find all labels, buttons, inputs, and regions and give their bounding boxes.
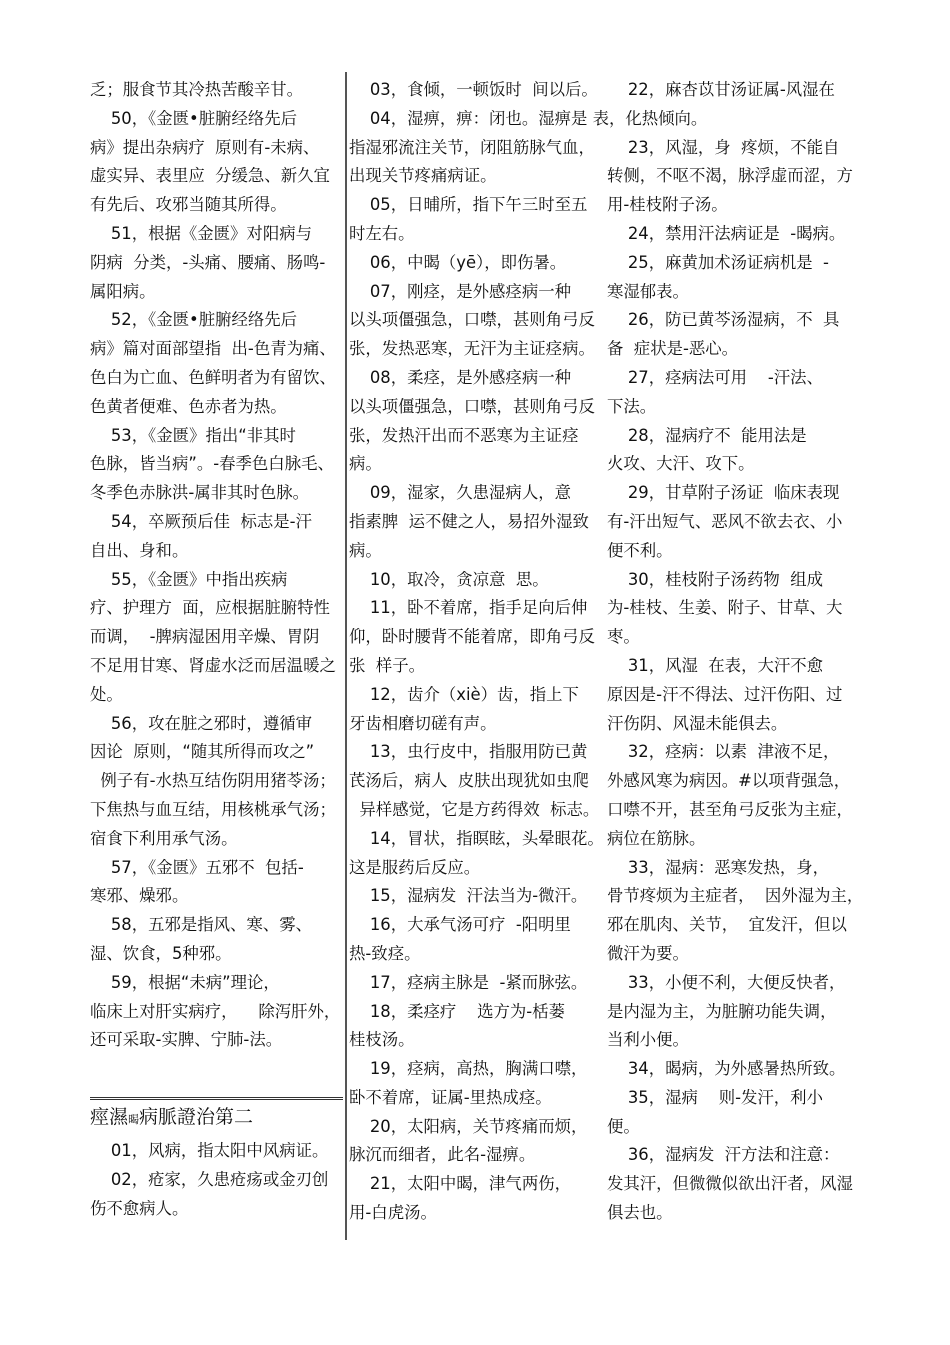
text-line: 用-白虎汤。 [349,1203,437,1223]
text-line: 指素脾 运不健之人，易招外湿致 [349,511,589,531]
text-line: 虚实异、表里应 分缓急、新久宜 [90,166,330,186]
text-line: 50，《金匮•脏腑经络先后 [90,108,298,128]
text-line: 33，湿病：恶寒发热，身， [607,857,829,877]
text-line: 06，中暍（yē），即伤暑。 [349,252,567,272]
text-line: 俱去也。 [607,1203,673,1223]
section-text [90,1137,345,1223]
text-line: 处。 [90,684,123,704]
text-line: 25，麻黄加术汤证病机是 - [607,252,829,272]
text-line: 异样感觉，它是方药得效 标志。 [349,799,600,819]
text-line: 病。 [349,454,382,474]
text-line: 例子有-水热互结伤阴用猪苓汤； [90,771,336,791]
text-line: 12，齿介（xiè）齿，指上下 [349,684,579,704]
section-heading-sub: 暍 [128,1113,140,1126]
text-line: 52，《金匮•脏腑经络先后 [90,310,298,330]
text-line: 指湿邪流注关节，闭阻筋脉气血， [349,137,595,157]
text-line: 54，卒厥预后佳 标志是-汗 [90,511,312,531]
text-line: 微汗为要。 [607,943,689,963]
text-line: 51，根据《金匮》对阳病与 [90,223,312,243]
text-line: 色白为亡血、色鲜明者为有留饮、 [90,367,336,387]
text-line: 17，痉病主脉是 -紧而脉弦。 [349,972,588,992]
text-line: 备 症状是-恶心。 [607,339,739,359]
text-line: 59，根据“未病”理论， [90,972,280,992]
text-line: 是内湿为主，为脏腑功能失调， [607,1001,837,1021]
text-line: 病》篇对面部望指 出-色青为痛、 [90,339,336,359]
text-line: 汗伤阴、风湿未能俱去。 [607,713,788,733]
text-line: 下焦热与血互结，用核桃承气汤； [90,799,336,819]
text-line: 24，禁用汗法病证是 -暍病。 [607,223,846,243]
text-line: 22，麻杏苡甘汤证属-风湿在 [607,80,835,99]
text-line: 19，痉病，高热，胸满口噤， [349,1059,588,1079]
text-line: 26，防已黄芩汤湿病，不 具 [607,310,840,330]
text-line: 口噤不开，甚至角弓反张为主症， [607,799,853,819]
text-line: 为-桂枝、生姜、附子、甘草、大 [607,598,843,618]
text-line: 08，柔痉，是外感痉病一种 [349,367,571,387]
text-line: 04，湿痹，痹：闭也。湿痹是 表，化热倾向。 [349,108,708,128]
text-line: 因论 原则，“随其所得而攻之” [90,742,315,762]
text-line: 火攻、大汗、攻下。 [607,454,755,474]
text-line: 10，取冷，贪凉意 思。 [349,569,549,589]
text-line: 芪汤后，病人 皮肤出现犹如虫爬 [349,771,589,791]
text-line: 用-桂枝附子汤。 [607,195,728,215]
text-line: 张，发热恶寒，无汗为主证痉病。 [349,339,595,359]
text-line: 仰，卧时腰背不能着席，即角弓反 [349,627,595,647]
text-line: 寒湿郁表。 [607,281,689,301]
text-line: 张，发热汗出而不恶寒为主证痉 [349,425,579,445]
text-line: 张 样子。 [349,655,425,675]
text-line: 转侧，不呕不渴，脉浮虚而涩，方 [607,166,853,186]
text-line: 这是服药后反应。 [349,857,481,877]
text-line: 而调， -脾病湿困用辛燥、胃阴 [90,627,320,647]
text-line: 有先后、攻邪当随其所得。 [90,195,287,215]
text-line: 01，风病，指太阳中风病证。 [90,1141,329,1160]
text-line: 桂枝汤。 [349,1030,415,1050]
text-line: 02，疮家，久患疮疡或金刃创 [90,1169,329,1189]
text-line: 下法。 [607,396,657,416]
text-line [607,105,870,134]
text-line: 便不利。 [607,540,673,560]
text-line: 36，湿病发 汗方法和注意： [607,1145,840,1165]
text-line: 不足用甘寒、肾虚水泛而居温暖之 [90,655,336,675]
text-line: 湿、饮食，5种邪。 [90,943,232,963]
text-line: 外感风寒为病因。#以项背强急， [607,771,851,791]
section-rule [90,1097,343,1100]
text-line: 16，大承气汤可疗 -阳明里 [349,915,571,935]
text-line: 便。 [607,1116,640,1136]
text-line: 53，《金匮》指出“非其时 [90,425,296,445]
text-line: 58，五邪是指风、寒、雾、 [90,915,312,935]
text-line: 邪在肌肉、关节， 宜发汗，但以 [607,915,847,935]
column-divider [345,72,347,1240]
text-line: 14，冒状，指瞑眩，头晕眼花。 [349,828,604,848]
text-line: 阴病 分类，-头痛、腰痛、肠鸣- [90,252,326,272]
text-line: 32，痉病：以素 津液不足， [607,742,840,762]
text-line: 20，太阳病，关节疼痛而烦， [349,1116,588,1136]
section-heading-rest: 病脈證治第二 [139,1106,254,1128]
text-line: 枣。 [607,627,640,647]
text-line: 11，卧不着席，指手足向后伸 [349,598,588,618]
text-line: 时左右。 [349,223,415,243]
text-line: 09，湿家，久患湿病人，意 [349,483,571,503]
text-column-1 [90,76,342,1055]
text-line: 牙齿相磨切磋有声。 [349,713,497,733]
text-line: 05，日晡所，指下午三时至五 [349,195,588,215]
text-line: 以头项僵强急，口噤，甚则角弓反 [349,310,595,330]
text-line: 以头项僵强急，口噤，甚则角弓反 [349,396,595,416]
text-line: 35，湿病 则-发汗，利小 [607,1087,823,1107]
text-line: 宿食下利用承气汤。 [90,828,238,848]
text-line: 出现关节疼痛病证。 [349,166,497,186]
text-line: 热-致痉。 [349,943,421,963]
text-line: 伤不愈病人。 [90,1198,189,1218]
text-line: 病位在筋脉。 [607,828,706,848]
text-line: 自出、身和。 [90,540,189,560]
text-line: 属阳病。 [90,281,156,301]
text-line: 色脉，皆当病”。-春季色白脉毛、 [90,454,334,474]
text-line: 23，风湿，身 疼烦，不能自 [607,137,840,157]
text-line: 33，小便不利，大便反快者， [607,972,846,992]
text-line: 还可采取-实脾、宁肺-法。 [90,1030,283,1050]
text-line: 03，食倾，一顿饭时 间以后。 [349,80,598,99]
text-line: 57，《金匮》五邪不 包括- [90,857,304,877]
text-line: 色黄者便难、色赤者为热。 [90,396,287,416]
text-line: 28，湿病疗不 能用法是 [607,425,807,445]
text-line: 21，太阳中暍，津气两伤， [349,1174,571,1194]
text-line: 乏；服食节其冷热苦酸辛甘。 [90,80,304,99]
text-line: 脉沉而细者，此名-湿痹。 [349,1145,536,1165]
text-line: 34，暍病，为外感暑热所致。 [607,1059,846,1079]
text-line: 病》提出杂病疗 原则有-未病、 [90,137,320,157]
text-line: 临床上对肝实病疗， 除泻肝外， [90,1001,341,1021]
text-column-3 [607,76,870,1228]
text-line: 30，桂枝附子汤药物 组成 [607,569,824,589]
section-heading-main: 痙濕 [90,1106,129,1128]
text-line: 骨节疼烦为主症者， 因外湿为主， [607,886,864,906]
text-line: 发其汗，但微微似欲出汗者，风湿 [607,1174,853,1194]
text-line: 原因是-汗不得法、过汗伤阳、过 [607,684,843,704]
text-line: 27，痉病法可用 -汗法、 [607,367,823,387]
text-line: 寒邪、燥邪。 [90,886,189,906]
section-heading [90,1101,253,1133]
text-line: 31，风湿 在表，大汗不愈 [607,655,824,675]
text-line: 疗、护理方 面，应根据脏腑特性 [90,598,330,618]
text-line: 07，刚痉，是外感痉病一种 [349,281,571,301]
text-line: 56，攻在脏之邪时，遵循审 [90,713,312,733]
text-line: 15，湿病发 汗法当为-微汗。 [349,886,588,906]
text-line: 卧不着席，证属-里热成痉。 [349,1087,552,1107]
text-line: 病。 [349,540,382,560]
text-line: 55，《金匮》中指出疾病 [90,569,288,589]
text-line: 29，甘草附子汤证 临床表现 [607,483,840,503]
text-line: 有-汗出短气、恶风不欲去衣、小 [607,511,843,531]
text-line: 13，虫行皮中，指服用防已黄 [349,742,588,762]
text-line: 18，柔痉疗 选方为-栝蒌 [349,1001,565,1021]
text-line: 冬季色赤脉洪-属非其时色脉。 [90,483,309,503]
text-line: 当利小便。 [607,1030,689,1050]
